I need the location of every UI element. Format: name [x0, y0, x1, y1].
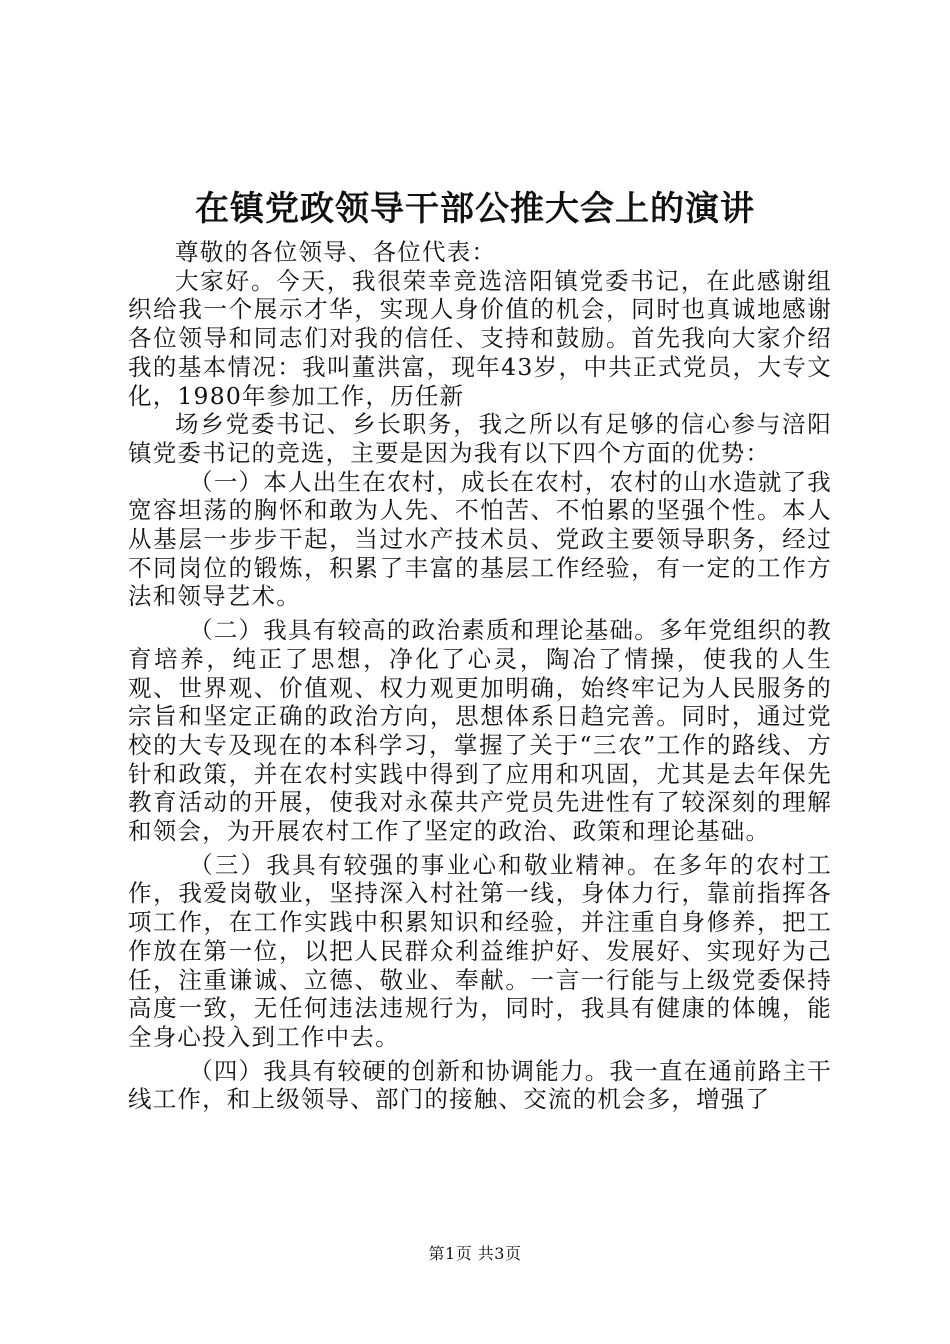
advantage-four-paragraph: （四）我具有较硬的创新和协调能力。我一直在通前路主干线工作，和上级领导、部门的接触、交流的机会多，增强了: [128, 1056, 832, 1114]
salutation-paragraph: 尊敬的各位领导、各位代表：: [175, 238, 497, 266]
intro-paragraph: 大家好。今天，我很荣幸竞选涪阳镇党委书记，在此感谢组织给我一个展示才华，实现人身价值的机会，同时也真诚地感谢各位领导和同志们对我的信任、支持和鼓励。首先我向大家介绍我的基本情况：我叫董洪富，现年43岁，中共正式党员，大专文化，1980年参加工作，历任新: [128, 266, 832, 410]
advantage-two-paragraph: （二）我具有较高的政治素质和理论基础。多年党组织的教育培养，纯正了思想，净化了心灵，陶冶了情操，使我的人生观、世界观、价值观、权力观更加明确，始终牢记为人民服务的宗旨和坚定正确的政治方向，思想体系日趋完善。同时，通过党校的大专及现在的本科学习，掌握了关于“三农”工作的路线、方针和政策，并在农村实践中得到了应用和巩固，尤其是去年保先教育活动的开展，使我对永葆共产党员先进性有了较深刻的理解和领会，为开展农村工作了坚定的政治、政策和理论基础。: [128, 616, 832, 846]
document-title: 在镇党政领导干部公推大会上的演讲: [195, 189, 755, 229]
document-body: [128, 238, 832, 1114]
advantages-lead-paragraph: 场乡党委书记、乡长职务，我之所以有足够的信心参与涪阳镇党委书记的竞选，主要是因为我有以下四个方面的优势：: [128, 410, 832, 467]
advantage-three-paragraph: （三）我具有较强的事业心和敬业精神。在多年的农村工作，我爱岗敬业，坚持深入村社第一线，身体力行，靠前指挥各项工作，在工作实践中积累知识和经验，并注重自身修养，把工作放在第一位，以把人民群众利益维护好、发展好、实现好为己任，注重谦诚、立德、敬业、奉献。一言一行能与上级党委保持高度一致，无任何违法违规行为，同时，我具有健康的体魄，能全身心投入到工作中去。: [128, 850, 832, 1051]
page-number: 第1页 共3页: [428, 1244, 522, 1263]
advantage-one-paragraph: （一）本人出生在农村，成长在农村，农村的山水造就了我宽容坦荡的胸怀和敢为人先、不怕苦、不怕累的坚强个性。本人从基层一步步干起，当过水产技术员、党政主要领导职务，经过不同岗位的锻炼，积累了丰富的基层工作经验，有一定的工作方法和领导艺术。: [128, 467, 832, 611]
